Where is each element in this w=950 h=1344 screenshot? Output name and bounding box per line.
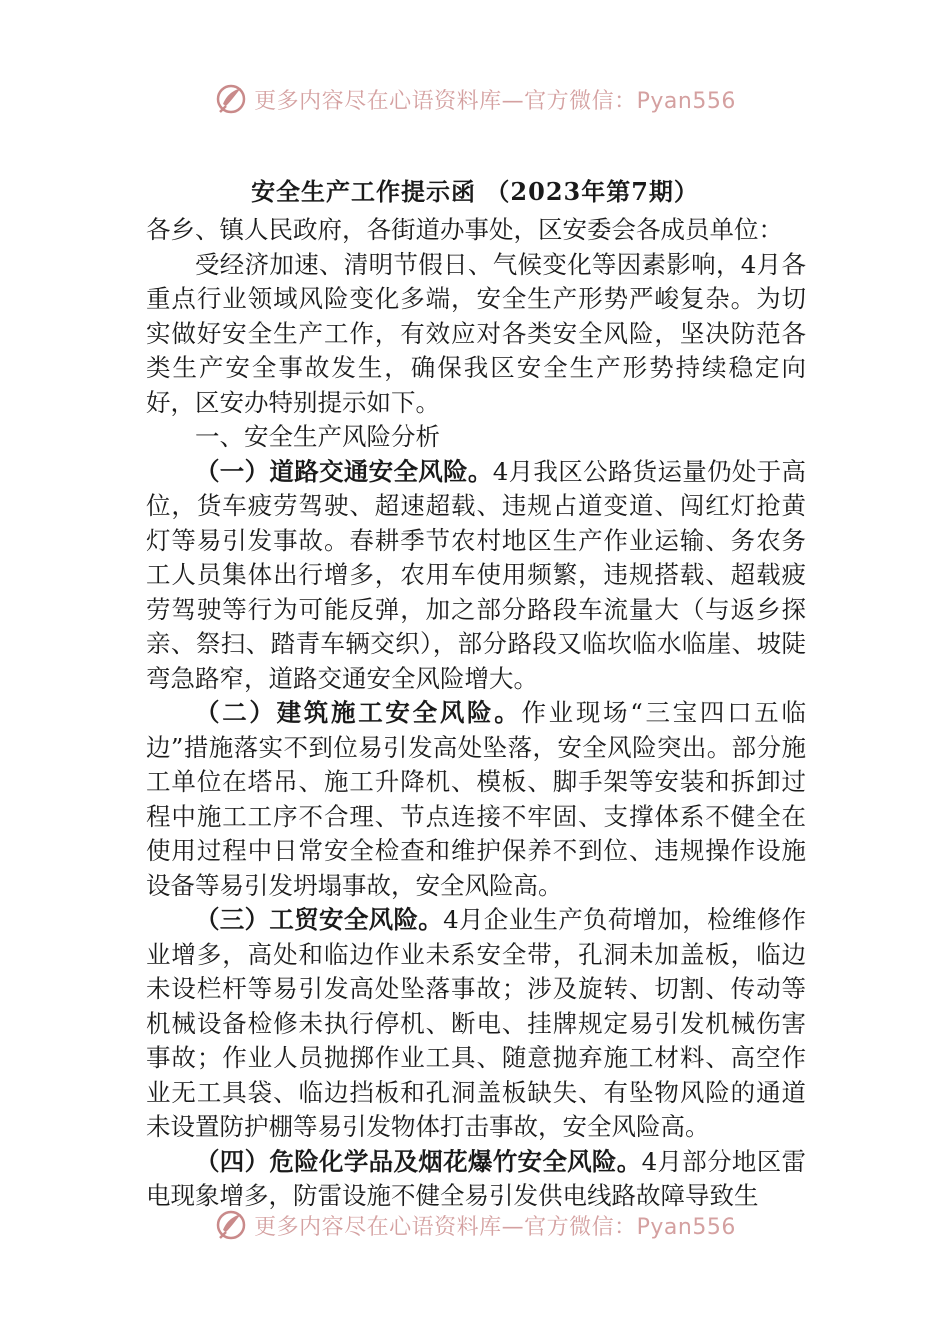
section-heading: 一、安全生产风险分析 bbox=[195, 422, 440, 451]
risk-item-heading: （四）危险化学品及烟花爆竹安全风险。 bbox=[195, 1146, 642, 1176]
risk-item-text: 4月企业生产负荷增加，检维修作业增多，高处和临边作业未系安全带，孔洞未加盖板，临边未设栏杆等易引发高处坠落事故；涉及旋转、切割、传动等机械设备检修未执行停机、断电、挂牌规定易引发机械伤害事故；作业人员抛掷作业工具、随意抛弃施工材料、高空作业无工具袋、临边挡板和孔洞盖板缺失、有坠物风险的通道未设置防护棚等易引发物体打击事故，安全风险高。 bbox=[146, 905, 807, 1141]
salutation: 各乡、镇人民政府，各街道办事处，区安委会各成员单位： bbox=[146, 215, 783, 244]
watermark-logo-icon bbox=[214, 82, 248, 116]
risk-item-text: 4月部分地区雷电现象增多，防雷设施不健全易引发供电线路故障导致生 bbox=[146, 1146, 807, 1210]
watermark-footer bbox=[0, 1208, 950, 1242]
risk-item-text: 4月我区公路货运量仍处于高位，货车疲劳驾驶、超速超载、违规占道变道、闯红灯抢黄灯等易引发事故。春耕季节农村地区生产作业运输、务农务工人员集体出行增多，农用车使用频繁，违规搭载、超载疲劳驾驶等行为可能反弹，加之部分路段车流量大（与返乡探亲、祭扫、踏青车辆交织），部分路段又临坎临水临崖、坡陡弯急路窄，道路交通安全风险增大。 bbox=[146, 456, 806, 693]
risk-item-heading: （一）道路交通安全风险。 bbox=[195, 456, 493, 486]
risk-item-construction bbox=[146, 696, 806, 903]
document-body bbox=[146, 213, 806, 1214]
intro-paragraph: 受经济加速、清明节假日、气候变化等因素影响，4月各重点行业领域风险变化多端，安全生产形势严峻复杂。为切实做好安全生产工作，有效应对各类安全风险，坚决防范各类生产安全事故发生，确保我区安全生产形势持续稳定向好，区安办特别提示如下。 bbox=[146, 249, 806, 417]
page-title: 安全生产工作提示函 （2023年第7期） bbox=[251, 177, 699, 206]
risk-item-text: 作业现场“三宝四口五临边”措施落实不到位易引发高处坠落，安全风险突出。部分施工单位在塔吊、施工升降机、模板、脚手架等安装和拆卸过程中施工工序不合理、节点连接不牢固、支撑体系不健全在使用过程中日常安全检查和维护保养不到位、违规操作设施设备等易引发坍塌事故，安全风险高。 bbox=[146, 698, 806, 900]
watermark-text: 更多内容尽在心语资料库—官方微信：Pyan556 bbox=[254, 88, 736, 114]
risk-item-heading: （二）建筑施工安全风险。 bbox=[195, 698, 522, 727]
risk-item-heading: （三）工贸安全风险。 bbox=[195, 905, 444, 934]
risk-item-road bbox=[146, 455, 806, 697]
watermark-text: 更多内容尽在心语资料库—官方微信：Pyan556 bbox=[254, 1214, 736, 1240]
watermark-logo-icon bbox=[214, 1208, 248, 1242]
risk-item-chemicals bbox=[146, 1145, 806, 1214]
risk-item-industry bbox=[146, 903, 806, 1145]
watermark-header bbox=[0, 82, 950, 116]
